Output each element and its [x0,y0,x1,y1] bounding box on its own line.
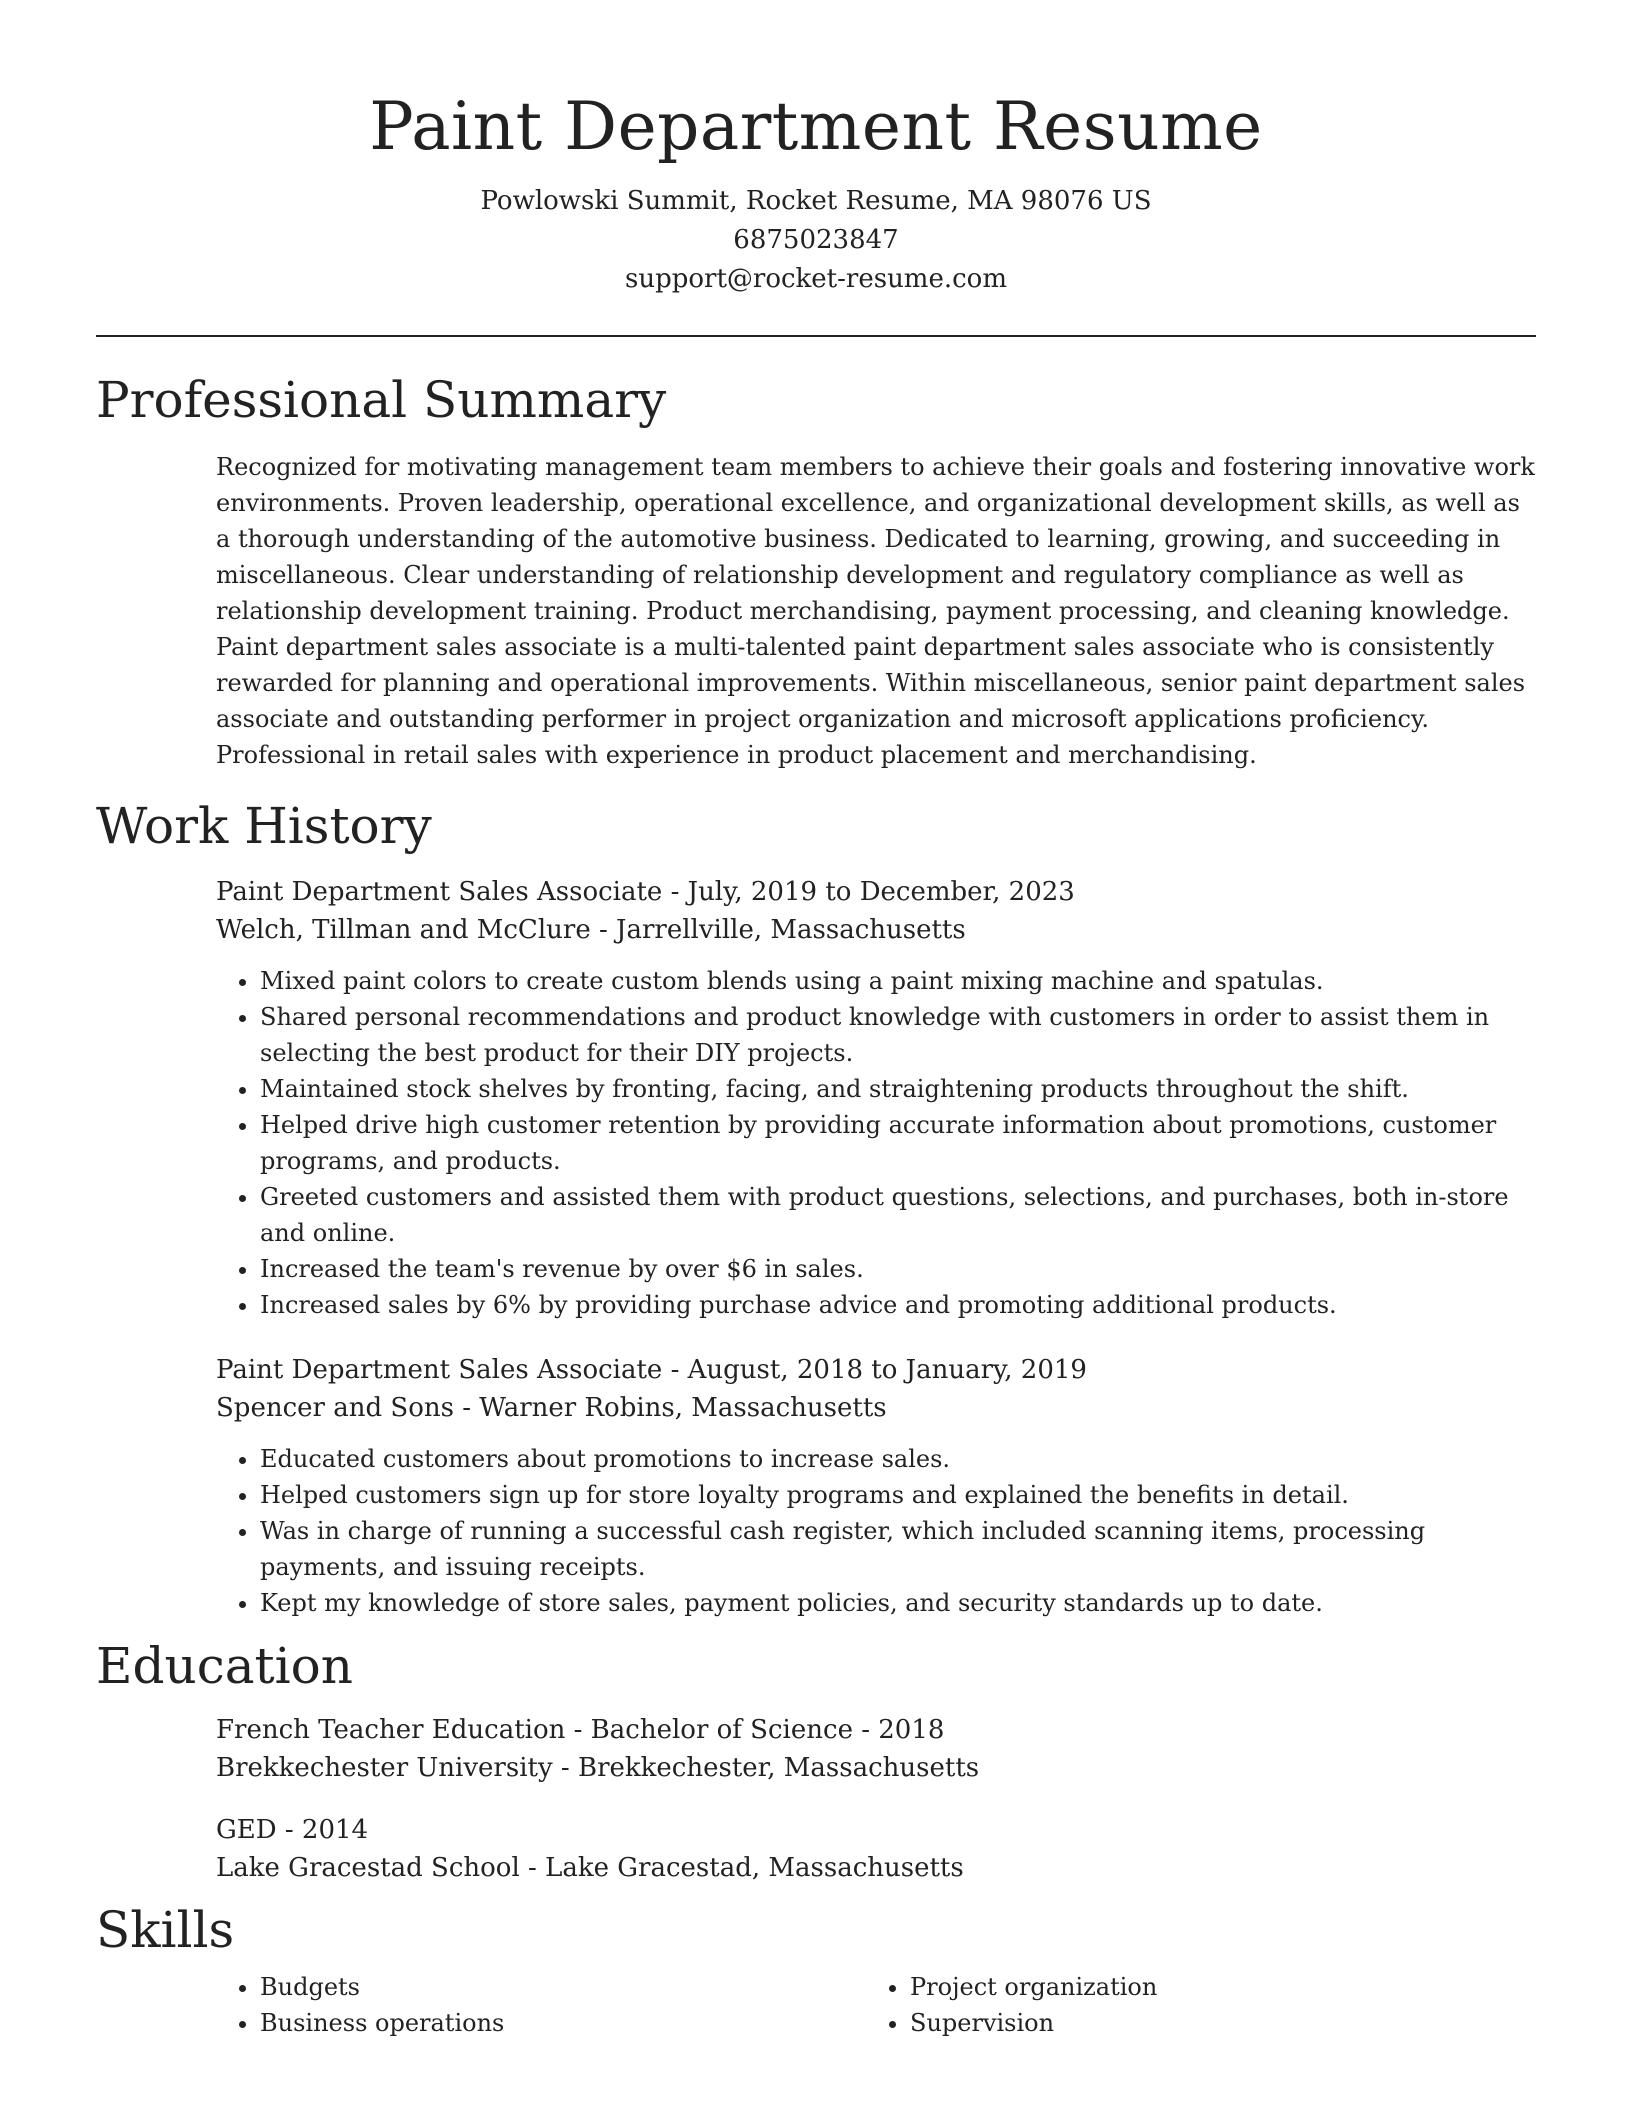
job-dates: July, 2019 to December, 2023 [687,877,1075,907]
job-company-line: Welch, Tillman and McClure - Jarrellville, Massachusetts [216,915,966,945]
contact-block [96,182,1536,299]
list-item: • Supervision [910,2005,1516,2041]
contact-phone: 6875023847 [733,225,899,255]
skills-column-right [866,1969,1516,2041]
education-location: Brekkechester, Massachusetts [577,1753,980,1783]
education-school-line: Brekkechester University - Brekkechester, Massachusetts [216,1753,980,1783]
education-school-line: Lake Gracestad School - Lake Gracestad, Massachusetts [216,1853,964,1883]
resume-header [96,0,1536,299]
skills-section [96,1897,1536,2041]
list-item: • Helped drive high customer retention by providing accurate information about promotions, customer programs, and products. [260,1107,1536,1179]
job-bullets [216,1441,1536,1621]
list-item: • Shared personal recommendations and product knowledge with customers in order to assist them in selecting the best product for their DIY projects. [260,999,1536,1071]
education-school: Brekkechester University [216,1753,553,1783]
education-heading: Education [96,1637,353,1695]
list-item: • Helped customers sign up for store loyalty programs and explained the benefits in detail. [260,1477,1536,1513]
list-item: • Educated customers about promotions to increase sales. [260,1441,1536,1477]
list-item: • Budgets [260,1969,866,2005]
skills-list [866,1969,1516,2041]
list-item: • Project organization [910,1969,1516,2005]
list-item: • Increased sales by 6% by providing purchase advice and promoting additional products. [260,1287,1536,1323]
skills-column-left [216,1969,866,2041]
list-item: • Mixed paint colors to create custom blends using a paint mixing machine and spatulas. [260,963,1536,999]
job-title-line: Paint Department Sales Associate - July, 2019 to December, 2023 [216,877,1075,907]
summary-heading: Professional Summary [96,371,667,429]
work-history-section [96,793,1536,1621]
contact-email: support@rocket-resume.com [624,264,1007,294]
education-school: Lake Gracestad School [216,1853,520,1883]
skills-heading: Skills [96,1901,235,1959]
job-company-line: Spencer and Sons - Warner Robins, Massachusetts [216,1393,887,1423]
list-item: • Business operations [260,2005,866,2041]
summary-section [96,367,1536,773]
list-item: • Increased the team's revenue by over $6 in sales. [260,1251,1536,1287]
header-divider [96,335,1536,337]
list-item: • Greeted customers and assisted them with product questions, selections, and purchases, both in-store and online. [260,1179,1536,1251]
education-degree: GED - 2014 [216,1815,369,1845]
list-item: • Kept my knowledge of store sales, payment policies, and security standards up to date. [260,1585,1536,1621]
education-entry [216,1811,1536,1887]
resume-title: Paint Department Resume [369,88,1263,165]
list-item: • Maintained stock shelves by fronting, facing, and straightening products throughout the shift. [260,1071,1536,1107]
education-section [96,1633,1536,1887]
education-location: Lake Gracestad, Massachusetts [545,1853,964,1883]
job-position: Paint Department Sales Associate [216,1355,663,1385]
education-degree: French Teacher Education - Bachelor of Science - 2018 [216,1715,945,1745]
job-bullets [216,963,1536,1323]
job-dates: August, 2018 to January, 2019 [687,1355,1087,1385]
education-entry [216,1711,1536,1787]
work-history-heading: Work History [96,797,432,855]
contact-address: Powlowski Summit, Rocket Resume, MA 98076 US [480,186,1152,216]
job-company: Welch, Tillman and McClure [216,915,591,945]
resume-page [96,0,1536,2041]
job-company: Spencer and Sons [216,1393,454,1423]
job-position: Paint Department Sales Associate [216,877,663,907]
list-item: • Was in charge of running a successful cash register, which included scanning items, processing payments, and issuing receipts. [260,1513,1536,1585]
job-entry [216,1351,1536,1621]
job-location: Warner Robins, Massachusetts [479,1393,887,1423]
summary-text: Recognized for motivating management team members to achieve their goals and fostering innovative work environments. Proven leadership, operational excellence, and organizational development skills, as well as a thorough understanding of the automotive business. Dedicated to learning, growing, and succeeding in miscellaneous. Clear understanding of relationship development and regulatory compliance as well as relationship development training. Product merchandising, payment processing, and cleaning knowledge. Paint department sales associate is a multi-talented paint department sales associate who is consistently rewarded for planning and operational improvements. Within miscellaneous, senior paint department sales associate and outstanding performer in project organization and microsoft applications proficiency. Professional in retail sales with experience in product placement and merchandising. [216,453,1535,769]
job-title-line: Paint Department Sales Associate - August, 2018 to January, 2019 [216,1355,1087,1385]
job-entry [216,873,1536,1323]
skills-list [216,1969,866,2041]
job-location: Jarrellville, Massachusetts [616,915,966,945]
